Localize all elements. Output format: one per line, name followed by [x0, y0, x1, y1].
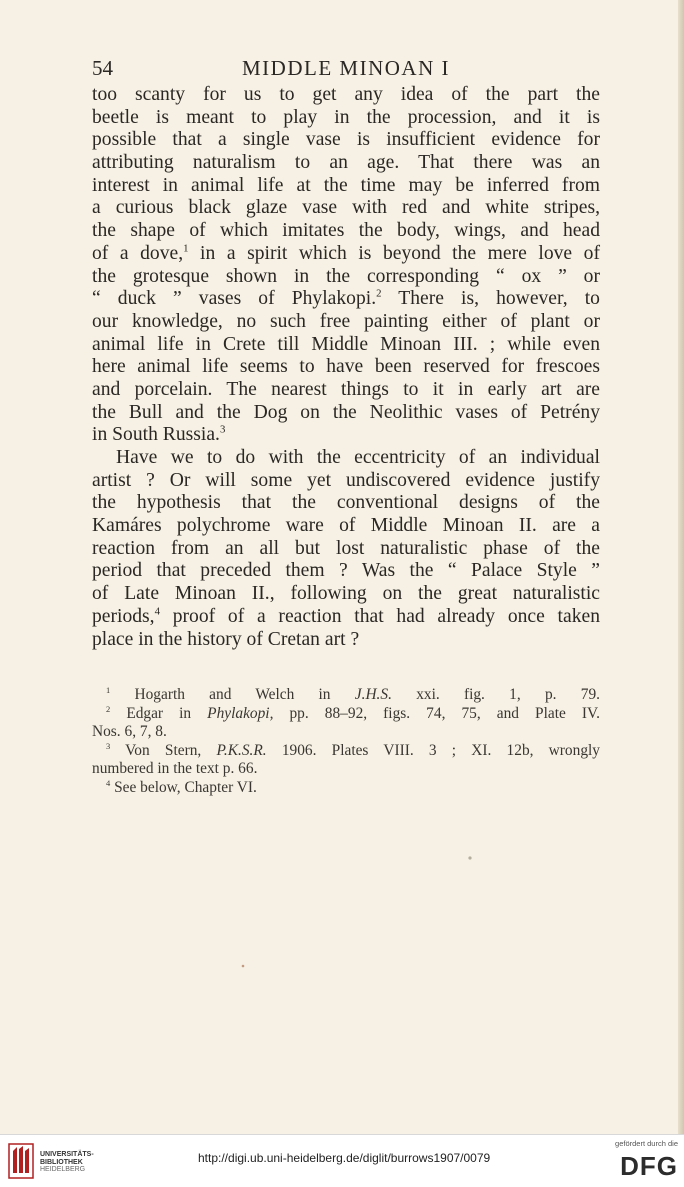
- text-line: of Late Minoan II., following on the great naturalistic: [92, 583, 600, 605]
- footnote-ref: 3: [219, 423, 226, 436]
- footnote-2: [92, 705, 600, 724]
- footnote-1: [92, 686, 600, 705]
- footnote-mark: 3: [106, 740, 111, 751]
- funding-caption: gefördert durch die: [615, 1139, 678, 1148]
- footnote-4: [92, 779, 600, 798]
- body-text: [92, 84, 600, 651]
- text-run: “ duck ” vases of Phylakopi.: [92, 288, 377, 310]
- footnote-text: 1906. Plates VIII. 3 ; XI. 12b, wrongly: [266, 741, 600, 759]
- text-line: attributing naturalism to an age. That there was an: [92, 152, 600, 174]
- footnote-ref: 2: [376, 287, 382, 300]
- permalink[interactable]: http://digi.ub.uni-heidelberg.de/diglit/burrows1907/0079: [198, 1151, 491, 1165]
- footnotes: [92, 686, 600, 797]
- footnote-text: See below, Chapter VI.: [114, 778, 257, 796]
- footnote-text: Hogarth and Welch in: [134, 686, 355, 703]
- text-line: here animal life seems to have been reserved for frescoes: [92, 356, 600, 378]
- text-run: of a dove,: [92, 242, 184, 264]
- footnote-text: xxi. fig. 1, p. 79.: [391, 686, 600, 703]
- text-run: proof of a reaction that had already once taken: [159, 605, 600, 627]
- text-line: animal life in Crete till Middle Minoan III. ; while even: [92, 333, 600, 355]
- library-name-line: BIBLIOTHEK: [40, 1158, 83, 1166]
- library-name-line: UNIVERSITÄTS-: [40, 1151, 94, 1158]
- footnote-mark: 1: [106, 684, 111, 695]
- text-run: periods,: [92, 605, 155, 627]
- footnote-title: J.H.S.: [354, 686, 392, 703]
- footnote-mark: 2: [106, 703, 111, 714]
- page-number: 54: [92, 56, 113, 80]
- footnote-text: Edgar in: [126, 704, 208, 722]
- footnote-2-continued: Nos. 6, 7, 8.: [92, 723, 167, 740]
- text-line: Kamáres polychrome ware of Middle Minoan II. are a: [92, 515, 600, 537]
- paper-speck: [468, 856, 471, 859]
- text-line: place in the history of Cretan art ?: [92, 628, 360, 650]
- text-line: beetle is meant to play in the procession, and it is: [92, 106, 600, 128]
- text-line: possible that a single vase is insufficient evidence for: [92, 129, 600, 151]
- text-line: [92, 288, 600, 311]
- library-name: [40, 1151, 94, 1174]
- paragraph-start: Have we to do with the eccentricity of an individual: [116, 447, 600, 468]
- running-title: MIDDLE MINOAN I: [242, 56, 450, 80]
- footnote-3: [92, 742, 600, 761]
- text-line: our knowledge, no such free painting either of plant or: [92, 310, 600, 332]
- digitization-footer: [0, 1134, 684, 1187]
- text-line: [92, 606, 600, 629]
- paper-speck: [242, 965, 245, 968]
- library-name-line: HEIDELBERG: [40, 1166, 86, 1173]
- dfg-logo: DFG: [620, 1151, 678, 1181]
- footnote-3-continued: numbered in the text p. 66.: [92, 760, 258, 777]
- text-line: the grotesque shown in the corresponding “ ox ” or: [92, 265, 600, 287]
- text-line: the shape of which imitates the body, wings, and head: [92, 220, 600, 242]
- footnote-ref: 1: [183, 242, 189, 255]
- text-run: in South Russia.: [92, 424, 220, 446]
- text-line: and porcelain. The nearest things to it in early art are: [92, 378, 600, 400]
- footnote-mark: 4: [106, 777, 111, 788]
- footnote-title: P.K.S.R.: [216, 741, 267, 759]
- footnote-text: Von Stern,: [125, 741, 217, 759]
- text-line: [92, 424, 600, 447]
- text-line: interest in animal life at the time may be inferred from: [92, 174, 600, 196]
- text-line: artist ? Or will some yet undiscovered evidence justify: [92, 469, 600, 491]
- page-edge: [678, 0, 684, 1134]
- text-line: a curious black glaze vase with red and white stripes,: [92, 197, 600, 219]
- text-line: too scanty for us to get any idea of the part the: [92, 84, 600, 105]
- text-run: in a spirit which is beyond the mere love of: [188, 242, 600, 264]
- footnote-ref: 4: [154, 605, 160, 618]
- footnote-title: Phylakopi,: [207, 704, 274, 722]
- footnote-text: pp. 88–92, figs. 74, 75, and Plate IV.: [273, 704, 601, 722]
- running-head: [92, 56, 600, 82]
- text-line: the Bull and the Dog on the Neolithic vases of Petrény: [92, 401, 600, 423]
- text-run: There is, however, to: [381, 288, 600, 310]
- text-line: the hypothesis that the conventional designs of the: [92, 492, 600, 514]
- university-library-seal-icon: [8, 1143, 34, 1179]
- text-line: [92, 243, 600, 266]
- text-line: period that preceded them ? Was the “ Palace Style ”: [92, 560, 600, 582]
- text-line: reaction from an all but lost naturalistic phase of the: [92, 537, 600, 559]
